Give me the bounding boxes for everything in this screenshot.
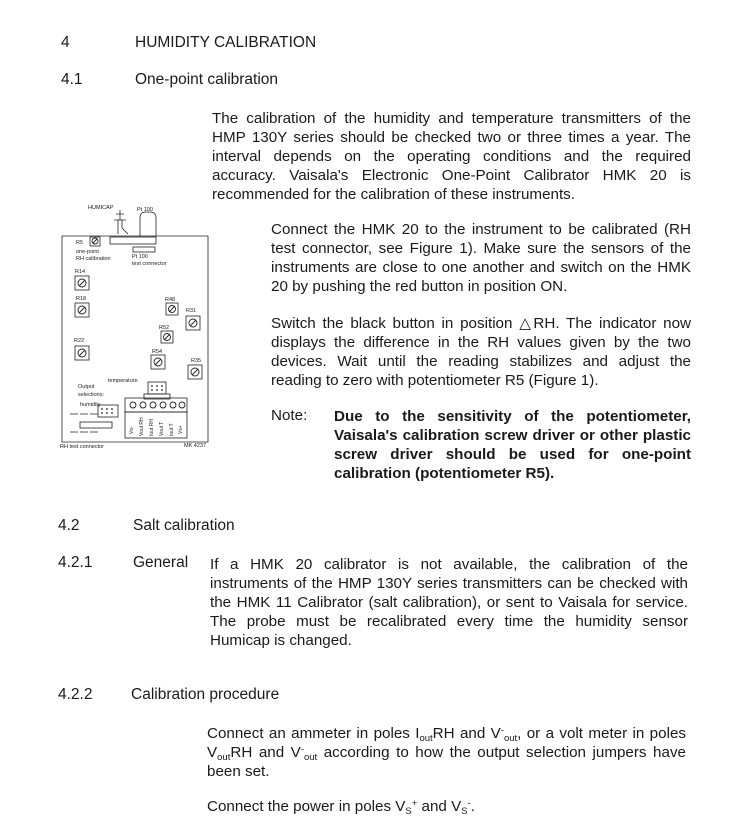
label-rh-test-connector: RH test connector	[60, 444, 105, 450]
pin-label: Iout RH	[149, 419, 155, 436]
section-number: 4.2.2	[58, 686, 93, 703]
subscript: out	[503, 733, 518, 744]
paragraph-power	[207, 797, 686, 816]
label-mk-number: MK 4237	[184, 443, 207, 449]
label-rh-calibration: RH calibration	[76, 256, 111, 262]
note-label: Note:	[271, 407, 308, 424]
paragraph-ammeter	[207, 724, 686, 781]
pin-label: Vs-	[129, 426, 135, 434]
section-number: 4.2.1	[58, 554, 93, 571]
chapter-title: HUMIDITY CALIBRATION	[135, 34, 317, 51]
label-selections: selections:	[78, 392, 104, 398]
superscript: +	[411, 798, 418, 809]
label-r48: R48	[165, 297, 176, 303]
note-text: Due to the sensitivity of the potentiometer, Vaisala's calibration screw driver or other plastic screw driver should be used for one-point calibration (potentiometer R5).	[334, 408, 691, 482]
text-run: RH and V	[432, 725, 501, 742]
paragraph-connect: Connect the HMK 20 to the instrument to be calibrated (RH test connector, see Figure 1). Make sure the sensors of the instruments are close to one another and switch on the HMK 20 by pushing the red button in position ON.	[271, 221, 691, 295]
text-run: .	[470, 798, 475, 815]
pt100-loop	[140, 212, 156, 236]
pin-label: Iout T	[169, 423, 175, 436]
section-title: One-point calibration	[135, 71, 279, 88]
label-r5: R5	[76, 240, 84, 246]
label-r35: R35	[191, 358, 202, 364]
label-humicap: HUMICAP	[88, 205, 114, 211]
circuit-board-figure	[58, 200, 218, 452]
section-title: Salt calibration	[133, 517, 235, 534]
subscript: out	[303, 752, 318, 763]
connector-block	[110, 237, 156, 244]
label-test-connector: test connector	[132, 261, 167, 267]
label-r52: R52	[159, 325, 170, 331]
section-title: Calibration procedure	[131, 686, 280, 703]
text-run: Connect the power in poles V	[207, 798, 406, 815]
text-run: , or a volt meter in poles V	[207, 725, 686, 761]
subscript: out	[217, 752, 231, 763]
label-one-point: one-point	[76, 249, 99, 255]
label-r31: R31	[186, 308, 197, 314]
subscript: S	[461, 806, 468, 817]
label-r54: R54	[152, 349, 163, 355]
label-pt100-test: Pt 100	[132, 254, 148, 260]
label-output: Output	[78, 384, 95, 390]
paragraph-general: If a HMK 20 calibrator is not available, the calibration of the instruments of the HMP 130Y series transmitters can be checked with the HMK 11 Calibrator (salt calibration), or sent to Vaisala for service. The probe must be recalibrated every time the humidity sensor Humicap is changed.	[210, 556, 688, 649]
humicap-sensor	[114, 210, 128, 234]
text-run: Connect an ammeter in poles I	[207, 725, 420, 742]
label-temperature: temperature	[108, 378, 138, 384]
text-run: and V	[417, 798, 462, 815]
paragraph-intro: The calibration of the humidity and temperature transmitters of the HMP 130Y series should be checked two or three times a year. The interval depends on the operating conditions and the required accuracy. Vaisala's Electronic One-Point Calibrator HMK 20 is recommended for the calibration of these instruments.	[212, 110, 691, 203]
section-title: General	[133, 554, 189, 571]
text-run: according to how the output selection jumpers have been set.	[207, 744, 686, 780]
superscript: -	[467, 798, 471, 809]
subscript: S	[405, 806, 412, 817]
section-number: 4.2	[58, 517, 80, 534]
label-humidity: humidity	[80, 402, 101, 408]
label-r18: R18	[76, 296, 87, 302]
label-r14: R14	[75, 269, 86, 275]
text-run: RH and V	[230, 744, 301, 761]
pin-label: Vs+	[178, 425, 184, 434]
pin-label: Vout T	[159, 421, 165, 436]
pin-label: Vout RH	[139, 417, 145, 436]
superscript: -	[500, 725, 504, 736]
section-number: 4.1	[61, 71, 83, 88]
label-r22: R22	[74, 338, 85, 344]
paragraph-switch: Switch the black button in position △RH. The indicator now displays the difference in the RH values given by the two devices. Wait until the reading stabilizes and adjust the reading to zero with potentiometer R5 (Figure 1).	[271, 315, 691, 389]
superscript: -	[300, 744, 304, 755]
chapter-number: 4	[61, 34, 70, 51]
subscript: out	[419, 733, 433, 744]
label-pt100-top: Pt 100	[137, 207, 153, 213]
